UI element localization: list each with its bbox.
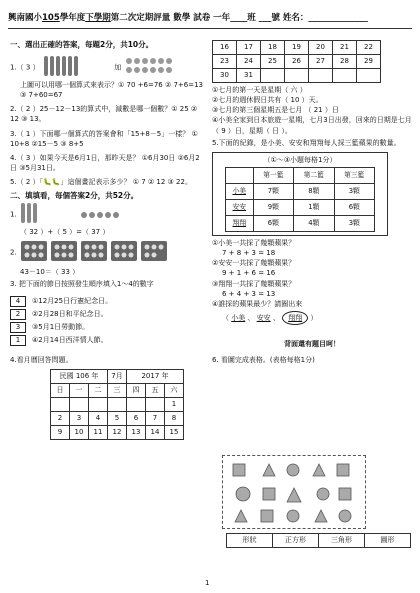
back-page-notice: 背面還有題目呵！ xyxy=(284,340,340,349)
holiday-text: ③5月1日勞動節。 xyxy=(32,323,90,332)
date-cell: 3 xyxy=(70,412,89,426)
date-cell xyxy=(127,398,146,412)
year-label: 學年度 xyxy=(59,13,86,23)
header-cell: 第一籃 xyxy=(253,167,293,183)
date-cell: 6 xyxy=(127,412,146,426)
date-cell xyxy=(70,398,89,412)
header-cell: 第三籃 xyxy=(334,167,375,183)
circle-shape xyxy=(287,464,299,476)
exam-header xyxy=(8,12,412,24)
value-cell: 8顆 xyxy=(294,183,334,199)
weekday-cell: 四 xyxy=(127,384,146,398)
name-option[interactable]: 小美 xyxy=(231,313,246,322)
question-5: 5.（ 2 ）「🐛🐛」這個畫記表示多少？ ① 7 ② 12 ③ 22。 xyxy=(10,178,192,187)
date-cell xyxy=(309,69,333,83)
apple-answer-2: 9 + 1 + 6 = 16 xyxy=(222,269,276,278)
shapes-picture-box xyxy=(222,455,366,529)
date-cell: 31 xyxy=(237,69,261,83)
question-1-text: 上圖可以用哪一個算式來表示？① 70 +6=76 ② 7+6=13 ③ 7+60=67 xyxy=(20,81,203,100)
fill-4: 4.看月曆回答問題。 xyxy=(10,355,73,364)
date-cell xyxy=(146,398,165,412)
calendar-year: 2017 年 xyxy=(127,370,184,384)
date-cell xyxy=(333,69,357,83)
circle-shape xyxy=(287,510,299,522)
name-cell: 安安 xyxy=(226,199,254,215)
apple-header-row xyxy=(226,167,375,183)
calendar-question-2: ②七月的週休假日共有（ 10 ）天。 xyxy=(212,96,323,105)
calendar-continued-table xyxy=(212,40,381,83)
apple-row xyxy=(226,199,375,215)
fill-2 xyxy=(10,239,206,276)
calendar-roc-year: 民國 106 年 xyxy=(51,370,108,384)
date-cell xyxy=(89,398,108,412)
header-cell: 正方形 xyxy=(273,534,319,548)
triangle-shape xyxy=(315,510,327,522)
apple-answer-4: （ 小美 、 安安 、 翔翔 ） xyxy=(212,311,412,325)
holiday-row xyxy=(10,321,206,334)
circled-name-option[interactable] xyxy=(282,311,308,325)
circled-name-label: 翔翔 xyxy=(288,313,303,322)
holiday-text: ④2月14日西洋情人節。 xyxy=(32,336,108,345)
date-cell xyxy=(357,69,381,83)
date-cell: 24 xyxy=(237,55,261,69)
fill-2-equation: 43－10＝（ 33 ） xyxy=(20,267,80,276)
bead-rods-picture-2 xyxy=(19,202,129,227)
header-cell: 形狀 xyxy=(227,534,273,548)
calendar-weekday-row xyxy=(51,384,184,398)
fill-1-number: 1. xyxy=(10,210,17,219)
school-year: 105 xyxy=(42,13,60,23)
weekday-cell: 六 xyxy=(165,384,184,398)
apple-row xyxy=(226,215,375,231)
date-cell: 1 xyxy=(165,398,184,412)
weekday-cell: 一 xyxy=(70,384,89,398)
value-cell: 7顆 xyxy=(253,183,293,199)
date-cell: 14 xyxy=(146,426,165,440)
apple-record-caption: （①～③小題每格1分） xyxy=(263,155,337,164)
triangle-shape xyxy=(287,488,301,502)
page-number: 1 xyxy=(205,579,210,587)
calendar-month: 7月 xyxy=(108,370,127,384)
date-cell xyxy=(51,398,70,412)
calendar-week-row xyxy=(213,69,381,83)
header-cell xyxy=(226,167,254,183)
date-cell: 15 xyxy=(165,426,184,440)
date-cell: 22 xyxy=(357,41,381,55)
calendar-week-row xyxy=(51,412,184,426)
apple-question-1: ①小美一共採了幾顆蘋果？ xyxy=(212,238,296,247)
date-cell: 26 xyxy=(285,55,309,69)
calendar-question-3: ③七月的第三個星期五是七月 （ 21 ）日 xyxy=(212,106,339,115)
fill-1-equation: （ 32 ）+（ 5 ）=（ 37 ） xyxy=(20,228,110,237)
holiday-text: ①12月25日行憲紀念日。 xyxy=(32,297,113,306)
holiday-order-box[interactable]: 1 xyxy=(10,335,26,346)
weekday-cell: 日 xyxy=(51,384,70,398)
shapes-picture xyxy=(223,456,365,528)
question-3: 3.（ 1 ）下面哪一個算式的答案會和「15+8－5」一樣？ ① 10+8 ②15－5 ③ 8+5 xyxy=(10,129,198,148)
header-cell: 第二籃 xyxy=(294,167,334,183)
calendar-week-row xyxy=(51,426,184,440)
school-name: 興南國小 xyxy=(8,13,43,23)
student-info-blanks: ____班 ___號 姓名：______________ xyxy=(230,13,368,23)
date-cell: 25 xyxy=(261,55,285,69)
date-cell xyxy=(108,398,127,412)
fill-2-number: 2. xyxy=(10,249,17,258)
question-4: 4.（ 3 ）如果今天是6月1日，那昨天是？ ①6月30日 ②6月2日 ③5月31日。 xyxy=(10,153,200,172)
holiday-order-box[interactable]: 4 xyxy=(10,296,26,307)
plus-label: 加 xyxy=(114,63,122,72)
date-cell xyxy=(285,69,309,83)
value-cell: 6顆 xyxy=(253,215,293,231)
square-shape xyxy=(263,488,275,500)
date-cell: 12 xyxy=(108,426,127,440)
square-shape xyxy=(339,488,351,500)
semester: 下學期 xyxy=(85,13,111,23)
circle-shape xyxy=(339,510,351,522)
date-cell: 2 xyxy=(51,412,70,426)
date-cell: 23 xyxy=(213,55,237,69)
question-5-apples: 5.下面的紀錄，是小美、安安和翔翔每人採三籃蘋果的數量。 xyxy=(212,138,401,147)
weekday-cell: 二 xyxy=(89,384,108,398)
calendar-week-row xyxy=(213,41,381,55)
date-cell: 17 xyxy=(237,41,261,55)
holiday-order-box[interactable]: 2 xyxy=(10,309,26,320)
triangle-shape xyxy=(313,464,325,476)
calendar-title-row xyxy=(51,370,184,384)
egg-trays-picture xyxy=(19,239,169,266)
name-cell: 小美 xyxy=(226,183,254,199)
question-2: 2.（ 2 ）25－12－13的算式中，減數是哪一個數？① 25 ② 12 ③ 13。 xyxy=(10,105,198,124)
shape-header-row xyxy=(227,534,411,548)
header-cell: 三角形 xyxy=(319,534,365,548)
shape-count-table xyxy=(226,533,411,548)
fill-1 xyxy=(10,202,206,237)
section-2-title: 二、填填看，每個答案2分，共52分。 xyxy=(10,191,139,201)
date-cell: 28 xyxy=(333,55,357,69)
holiday-text: ②2月28日和平紀念日。 xyxy=(32,310,108,319)
right-column xyxy=(212,40,412,365)
calendar-question-1: ①七月的第一天是星期（ 六 ） xyxy=(212,86,307,94)
holiday-row xyxy=(10,334,206,347)
apple-record-table xyxy=(225,167,375,232)
section-1-title: 一、選出正確的答案，每題2分，共10分。 xyxy=(10,40,154,49)
date-cell: 5 xyxy=(108,412,127,426)
calendar-table xyxy=(50,369,184,440)
name-option[interactable]: 安安 xyxy=(256,313,271,322)
date-cell: 30 xyxy=(213,69,237,83)
fill-3: 3. 把下面的節日按照發生順序填入1～4的數字 xyxy=(10,279,154,288)
holiday-row xyxy=(10,295,206,308)
date-cell: 10 xyxy=(70,426,89,440)
calendar-week-row xyxy=(51,398,184,412)
name-cell: 翔翔 xyxy=(226,215,254,231)
weekday-cell: 五 xyxy=(146,384,165,398)
date-cell: 9 xyxy=(51,426,70,440)
value-cell: 3顆 xyxy=(334,215,375,231)
square-shape xyxy=(261,510,273,522)
value-cell: 1顆 xyxy=(294,199,334,215)
left-column xyxy=(10,40,206,440)
triangle-shape xyxy=(263,464,275,476)
value-cell: 6顆 xyxy=(334,199,375,215)
date-cell: 8 xyxy=(165,412,184,426)
question-1-number: 1.（ 3 ） xyxy=(10,63,40,72)
square-shape xyxy=(337,464,349,476)
single-beads-picture xyxy=(123,56,183,79)
date-cell: 20 xyxy=(309,41,333,55)
apple-question-4: ④誰採的蘋果最少？請圈出來 xyxy=(212,299,303,308)
header-cell: 圓形 xyxy=(365,534,411,548)
date-cell xyxy=(261,69,285,83)
triangle-shape xyxy=(235,510,247,522)
holiday-list xyxy=(10,295,206,347)
apple-record-box xyxy=(212,152,388,236)
date-cell: 19 xyxy=(285,41,309,55)
date-cell: 7 xyxy=(146,412,165,426)
date-cell: 16 xyxy=(213,41,237,55)
apple-question-3: ③翔翔一共採了幾顆蘋果？ xyxy=(212,279,296,288)
apple-answer-3: 6 + 4 + 3 = 13 xyxy=(222,289,276,298)
weekday-cell: 三 xyxy=(108,384,127,398)
holiday-row xyxy=(10,308,206,321)
calendar-week-row xyxy=(213,55,381,69)
date-cell: 13 xyxy=(127,426,146,440)
header-rule xyxy=(8,28,412,29)
date-cell: 27 xyxy=(309,55,333,69)
question-6: 6. 看圖完成表格。(表格每格1分) xyxy=(212,356,315,365)
value-cell: 9顆 xyxy=(253,199,293,215)
value-cell: 4顆 xyxy=(294,215,334,231)
bead-rods-picture xyxy=(42,55,112,80)
date-cell: 21 xyxy=(333,41,357,55)
calendar-question-4: ④小美全家到日本旅遊一星期，七月3日出發，回來的日期是七月（ 9 ）日，星期（ 日 ）。 xyxy=(212,116,412,135)
apple-question-2: ②安安一共採了幾顆蘋果？ xyxy=(212,259,296,268)
square-shape xyxy=(233,464,245,476)
circle-shape xyxy=(317,488,329,500)
holiday-order-box[interactable]: 3 xyxy=(10,322,26,333)
date-cell: 18 xyxy=(261,41,285,55)
apple-answer-1: 7 + 8 + 3 = 18 xyxy=(222,249,276,258)
apple-row xyxy=(226,183,375,199)
date-cell: 4 xyxy=(89,412,108,426)
value-cell: 3顆 xyxy=(334,183,375,199)
circle-shape xyxy=(236,487,250,501)
date-cell: 11 xyxy=(89,426,108,440)
exam-title: 第二次定期評量 數學 試卷 一年 xyxy=(110,13,231,23)
date-cell: 29 xyxy=(357,55,381,69)
question-1 xyxy=(10,55,206,100)
